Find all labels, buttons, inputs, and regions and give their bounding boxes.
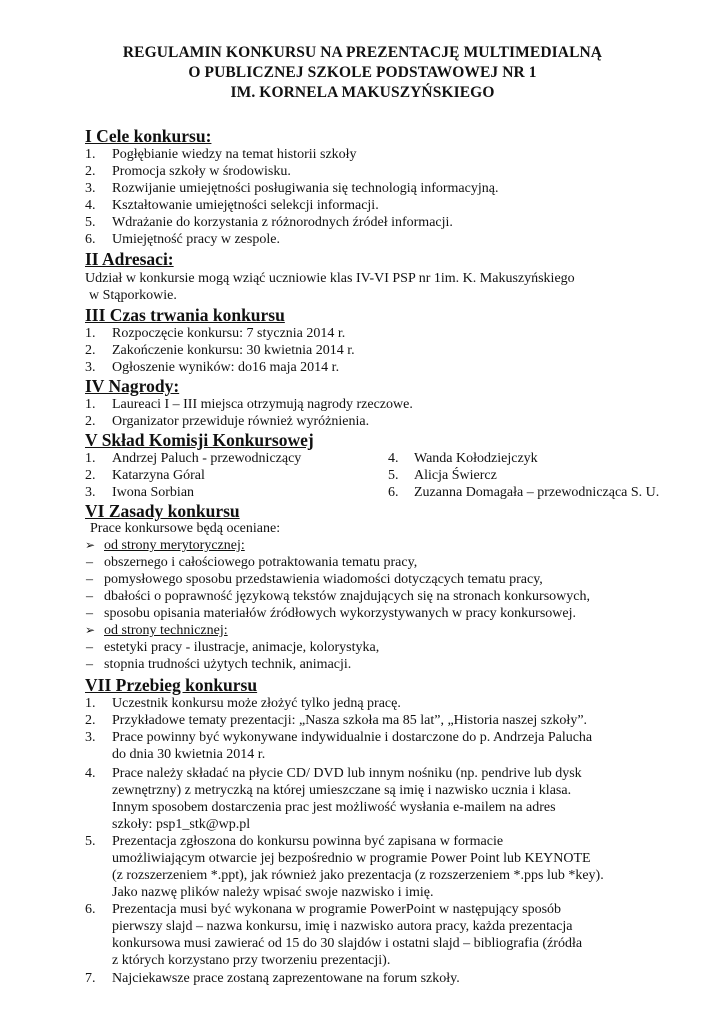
list-item: sposobu opisania materiałów źródłowych wykorzystywanych w pracy konkursowej. — [104, 606, 577, 621]
list-number: 1. — [85, 696, 96, 711]
criteria-technical-title: od strony technicznej: — [104, 623, 228, 638]
committee-member: Wanda Kołodziejczyk — [414, 451, 538, 466]
list-item-continued: szkoły: psp1_stk@wp.pl — [112, 817, 251, 832]
list-item: Laureaci I – III miejsca otrzymują nagrody rzeczowe. — [112, 397, 413, 412]
list-number: 2. — [85, 414, 96, 429]
list-item-continued: z których korzystano przy tworzeniu prezentacji). — [112, 953, 391, 968]
list-item: dbałości o poprawność językową tekstów znajdujących się na stronach konkursowych, — [104, 589, 590, 604]
list-number: 1. — [85, 326, 96, 341]
section-heading-committee: V Skład Komisji Konkursowej — [85, 430, 314, 450]
list-number: 5. — [388, 468, 399, 483]
committee-member: Katarzyna Góral — [112, 468, 205, 483]
rules-intro: Prace konkursowe będą oceniane: — [90, 521, 281, 536]
dash-bullet-icon: – — [86, 640, 93, 655]
list-item-continued: konkursowa musi zawierać od 15 do 30 slajdów i ostatni slajd – bibliografia (źródła — [112, 936, 583, 951]
list-number: 3. — [85, 485, 96, 500]
list-item: Prace powinny być wykonywane indywidualnie i dostarczone do p. Andrzeja Palucha — [112, 730, 593, 745]
document-title-line-2: O PUBLICZNEJ SZKOLE PODSTAWOWEJ NR 1 — [188, 64, 537, 81]
arrow-bullet-icon: ➢ — [85, 538, 96, 552]
list-item: Zakończenie konkursu: 30 kwietnia 2014 r. — [112, 343, 355, 358]
list-item: Promocja szkoły w środowisku. — [112, 164, 291, 179]
list-item-continued: Jako nazwę plików należy wpisać swoje nazwisko i imię. — [112, 885, 434, 900]
section-heading-duration: III Czas trwania konkursu — [85, 305, 285, 325]
list-number: 1. — [85, 147, 96, 162]
list-item-continued: zewnętrzny) z metryczką na której umieszczane są imię i nazwisko ucznia i klasa. — [112, 783, 572, 798]
dash-bullet-icon: – — [86, 606, 93, 621]
list-number: 1. — [85, 397, 96, 412]
list-item: Prace należy składać na płycie CD/ DVD lub innym nośniku (np. pendrive lub dysk — [112, 766, 582, 781]
list-number: 2. — [85, 164, 96, 179]
list-item: Uczestnik konkursu może złożyć tylko jedną pracę. — [112, 696, 401, 711]
list-number: 3. — [85, 181, 96, 196]
list-item: Wdrażanie do korzystania z różnorodnych źródeł informacji. — [112, 215, 453, 230]
list-item-continued: (z rozszerzeniem *.ppt), jak również jako prezentacja (z rozszerzeniem *.pps lub *key). — [112, 868, 604, 883]
committee-member: Andrzej Paluch - przewodniczący — [112, 451, 302, 466]
list-item: Rozpoczęcie konkursu: 7 stycznia 2014 r. — [112, 326, 346, 341]
list-number: 2. — [85, 468, 96, 483]
list-number: 6. — [85, 902, 96, 917]
list-number: 3. — [85, 360, 96, 375]
list-number: 6. — [85, 232, 96, 247]
list-number: 4. — [85, 766, 96, 781]
list-number: 4. — [388, 451, 399, 466]
committee-member: Iwona Sorbian — [112, 485, 195, 500]
list-item: Najciekawsze prace zostaną zaprezentowane na forum szkoły. — [112, 971, 460, 986]
dash-bullet-icon: – — [86, 657, 93, 672]
list-item: Prezentacja musi być wykonana w programie PowerPoint w następujący sposób — [112, 902, 562, 917]
dash-bullet-icon: – — [86, 572, 93, 587]
list-number: 4. — [85, 198, 96, 213]
list-item: Organizator przewiduje również wyróżnienia. — [112, 414, 370, 429]
section-heading-prizes: IV Nagrody: — [85, 376, 180, 396]
list-number: 5. — [85, 834, 96, 849]
section-heading-rules: VI Zasady konkursu — [85, 501, 240, 521]
list-number: 2. — [85, 713, 96, 728]
list-item-continued: umożliwiającym otwarcie jej bezpośrednio w programie Power Point lub KEYNOTE — [112, 851, 591, 866]
list-number: 6. — [388, 485, 399, 500]
list-item-continued: do dnia 30 kwietnia 2014 r. — [112, 747, 266, 762]
list-item: stopnia trudności użytych technik, animacji. — [104, 657, 352, 672]
committee-member: Alicja Świercz — [414, 468, 497, 483]
list-number: 1. — [85, 451, 96, 466]
section-heading-addressees: II Adresaci: — [85, 249, 174, 269]
list-item: Przykładowe tematy prezentacji: „Nasza szkoła ma 85 lat”, „Historia naszej szkoły”. — [112, 713, 588, 728]
arrow-bullet-icon: ➢ — [85, 623, 96, 637]
dash-bullet-icon: – — [86, 589, 93, 604]
committee-member: Zuzanna Domagała – przewodnicząca S. U. — [414, 485, 660, 500]
list-number: 7. — [85, 971, 96, 986]
document-title-line-3: IM. KORNELA MAKUSZYŃSKIEGO — [230, 84, 495, 101]
list-item-continued: pierwszy slajd – nazwa konkursu, imię i nazwisko autora pracy, każda prezentacja — [112, 919, 573, 934]
list-item: Rozwijanie umiejętności posługiwania się technologią informacyjną. — [112, 181, 499, 196]
list-number: 2. — [85, 343, 96, 358]
list-item: estetyki pracy - ilustracje, animacje, kolorystyka, — [104, 640, 380, 655]
addressees-text-line-1: Udział w konkursie mogą wziąć uczniowie klas IV-VI PSP nr 1im. K. Makuszyńskiego — [85, 271, 575, 286]
addressees-text-line-2: w Stąporkowie. — [89, 288, 177, 303]
section-heading-goals: I Cele konkursu: — [85, 126, 212, 146]
document-title-line-1: REGULAMIN KONKURSU NA PREZENTACJĘ MULTIMEDIALNĄ — [122, 44, 603, 61]
list-item: obszernego i całościowego potraktowania tematu pracy, — [104, 555, 418, 570]
list-item: Umiejętność pracy w zespole. — [112, 232, 280, 247]
dash-bullet-icon: – — [86, 555, 93, 570]
section-heading-procedure: VII Przebieg konkursu — [85, 675, 258, 695]
list-number: 3. — [85, 730, 96, 745]
list-item-continued: Innym sposobem dostarczenia prac jest możliwość wysłania e-mailem na adres — [112, 800, 556, 815]
list-item: Ogłoszenie wyników: do16 maja 2014 r. — [112, 360, 340, 375]
list-number: 5. — [85, 215, 96, 230]
list-item: Kształtowanie umiejętności selekcji informacji. — [112, 198, 379, 213]
list-item: pomysłowego sposobu przedstawienia wiadomości dotyczących tematu pracy, — [104, 572, 543, 587]
criteria-substantive-title: od strony merytorycznej: — [104, 538, 245, 553]
list-item: Prezentacja zgłoszona do konkursu powinna być zapisana w formacie — [112, 834, 504, 849]
list-item: Pogłębianie wiedzy na temat historii szkoły — [112, 147, 357, 162]
